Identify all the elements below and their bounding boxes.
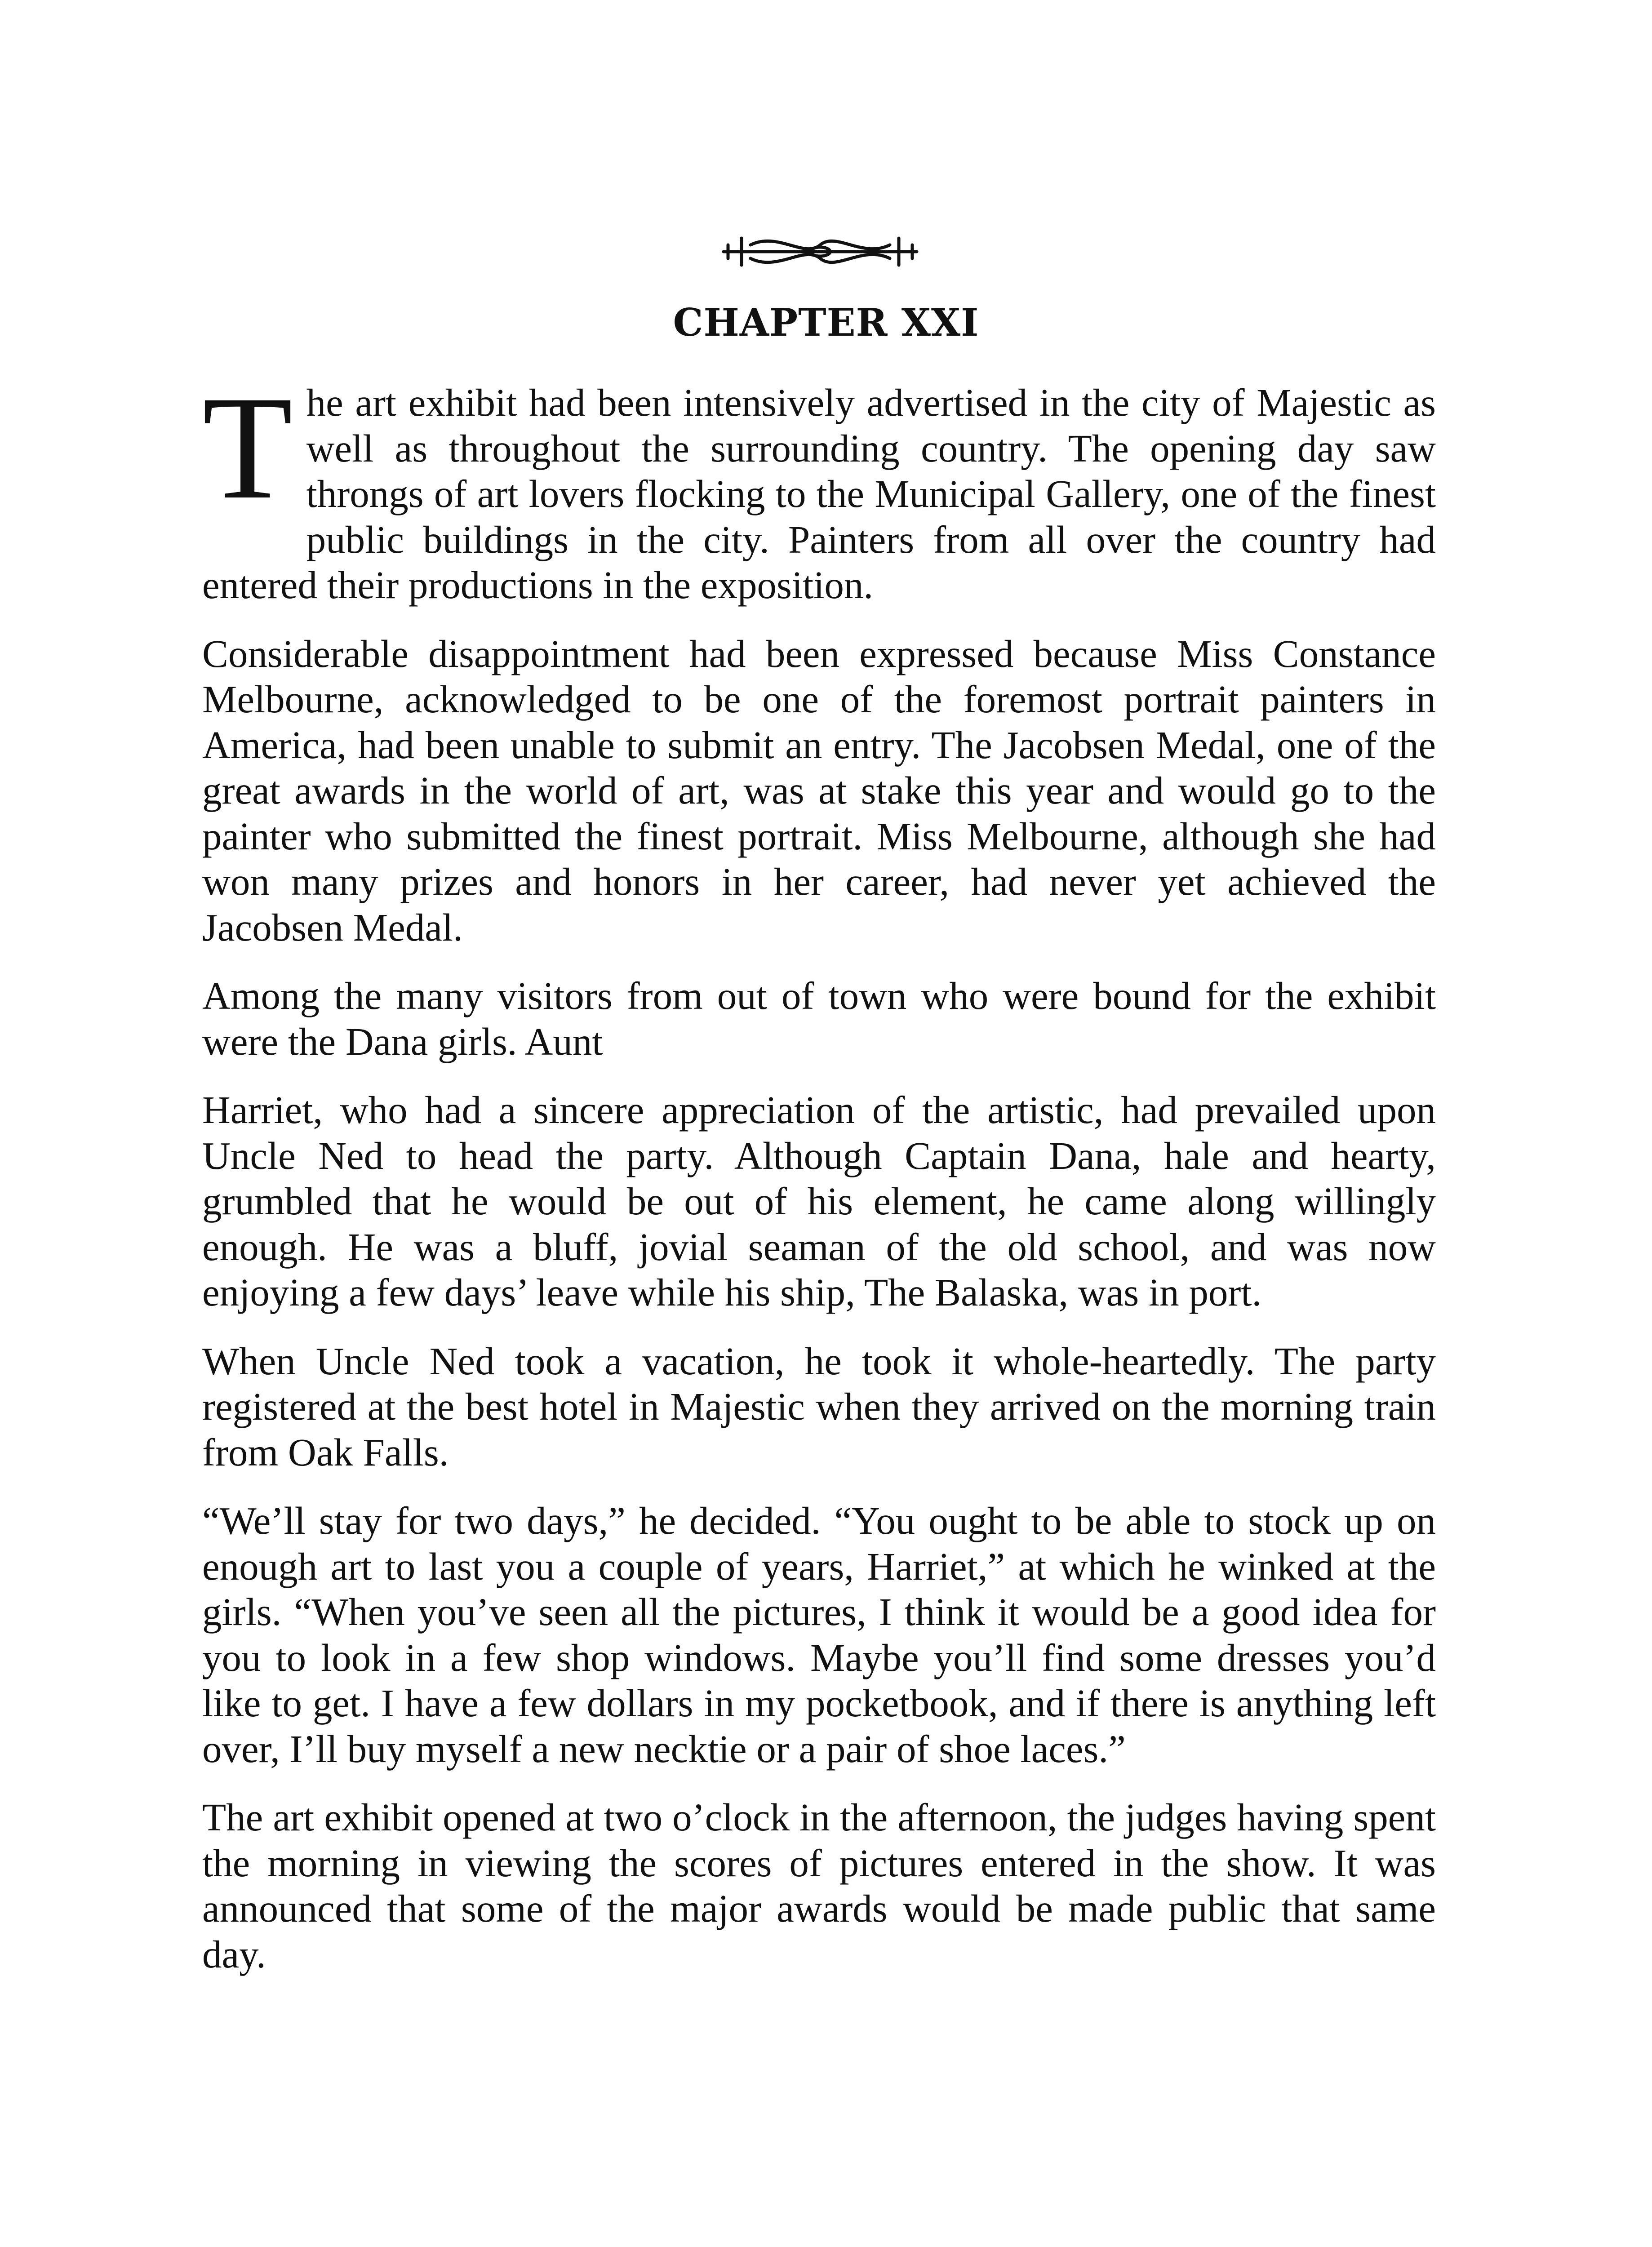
paragraph: Considerable disappointment had been expressed because Miss Constance Melbourne, acknowledged to be one of the foremost portrait painters in America, had been unable to submit an entry. The Jacobsen Medal, one of the great awards in the world of art, was at stake this year and would go to the painter who submitted the finest portrait. Miss Melbourne, although she had won many prizes and honors in her career, had never yet achieved the Jacobsen Medal. xyxy=(202,631,1436,949)
chapter-title: CHAPTER XXI xyxy=(673,300,979,345)
paragraph: Harriet, who had a sincere appreciation of the artistic, had prevailed upon Uncle Ned to head the party. Although Captain Dana, hale and hearty, grumbled that he would be out of his element, he came along willingly enough. He was a bluff, jovial seaman of the old school, and was now enjoying a few days’ leave while his ship, The Balaska, was in port. xyxy=(202,1088,1436,1314)
drop-cap: T xyxy=(202,366,293,530)
paragraph xyxy=(202,366,1436,608)
paragraph-text: he art exhibit had been intensively advertised in the city of Majestic as well as throughout the surrounding country. The opening day saw throngs of art lovers flocking to the Municipal Gallery, one of the finest public buildings in the city. Painters from all over the country had entered their productions in the exposition. xyxy=(202,381,1436,607)
paragraph: The art exhibit opened at two o’clock in the afternoon, the judges having spent the morning in viewing the scores of pictures entered in the show. It was announced that some of the major awards would be made public that same day. xyxy=(202,1795,1436,1976)
paragraph: “We’ll stay for two days,” he decided. “You ought to be able to stock up on enough art to last you a couple of years, Harriet,” at which he winked at the girls. “When you’ve seen all the pictures, I think it would be a good idea for you to look in a few shop windows. Maybe you’ll find some dresses you’d like to get. I have a few dollars in my pocketbook, and if there is anything left over, I’ll buy myself a new necktie or a pair of shoe laces.” xyxy=(202,1499,1436,1771)
scroll-flourish-icon xyxy=(715,227,926,276)
chapter-body xyxy=(202,366,1436,2000)
paragraph: Among the many visitors from out of town who were bound for the exhibit were the Dana girls. Aunt xyxy=(202,974,1436,1063)
paragraph: When Uncle Ned took a vacation, he took it whole-heartedly. The party registered at the best hotel in Majestic when they arrived on the morning train from Oak Falls. xyxy=(202,1339,1436,1474)
